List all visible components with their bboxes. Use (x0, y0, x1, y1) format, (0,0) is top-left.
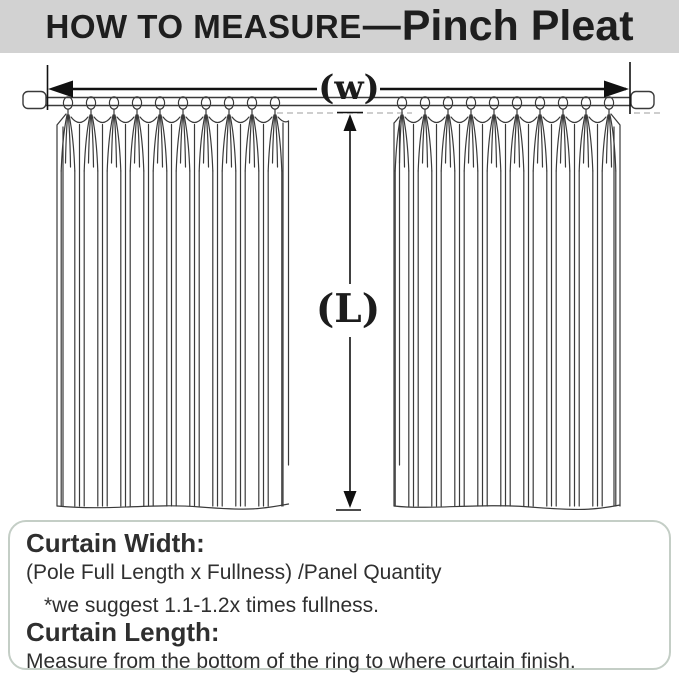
curtain-length-description: Measure from the bottom of the ring to where curtain finish. (26, 650, 576, 673)
rod-finial-right (631, 92, 654, 109)
arrowhead-down-icon (344, 491, 357, 508)
header-title-main: HOW TO MEASURE (45, 7, 362, 45)
arrowhead-left-icon (48, 81, 73, 98)
length-label: (L) (315, 286, 381, 332)
curtain-width-formula: (Pole Full Length x Fullness) /Panel Quantity (26, 561, 442, 584)
arrowhead-right-icon (604, 81, 629, 98)
measuring-info-box (8, 520, 671, 673)
header-title-dash: — (362, 5, 401, 47)
header-title-sub: Pinch Pleat (401, 2, 634, 50)
length-measure (316, 113, 380, 511)
left-curtain-panel (57, 114, 289, 509)
curtain-length-heading: Curtain Length: (26, 617, 220, 647)
fullness-note: *we suggest 1.1-1.2x times fullness. (44, 594, 379, 617)
rod-finial-left (23, 92, 46, 109)
width-label: (w) (318, 68, 380, 108)
curtain-width-heading: Curtain Width: (26, 528, 205, 558)
right-curtain-panel (394, 114, 620, 509)
